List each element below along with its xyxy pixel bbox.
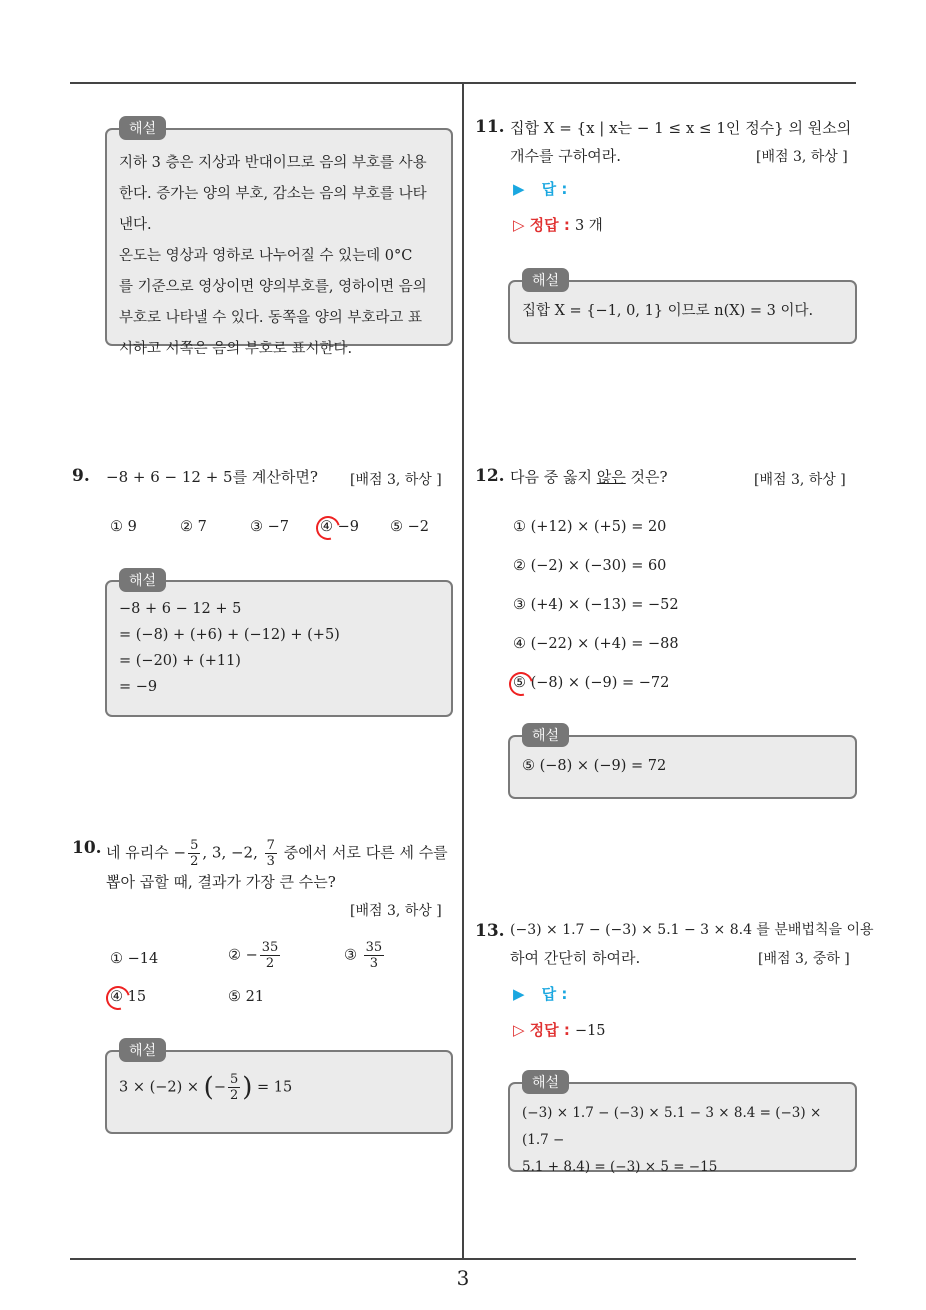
option-10-4[interactable]: ④ 15 — [110, 989, 147, 1005]
question-meta-13: [배점 3, 중하 ] — [758, 951, 850, 967]
question-text-9: −8 + 6 − 12 + 5를 계산하면? — [106, 468, 318, 486]
option-9-2[interactable]: ② 7 — [180, 519, 207, 535]
answer-row-13 — [513, 983, 567, 1004]
answer-mark-circle — [312, 512, 345, 545]
correct-answer-label: 정답 : — [529, 216, 570, 234]
question-meta-12: [배점 3, 하상 ] — [754, 472, 846, 488]
option-10-5[interactable]: ⑤ 21 — [228, 989, 265, 1005]
question-meta-9: [배점 3, 하상 ] — [350, 472, 442, 488]
solution-box-prev — [105, 121, 453, 357]
outline-play-icon: ▷ — [513, 1021, 525, 1039]
solution-tag: 해설 — [522, 723, 569, 747]
solution-line: ⑤ (−8) × (−9) = 72 — [522, 758, 667, 774]
answer-label: 답 : — [541, 985, 568, 1003]
correct-answer-value: 3 개 — [574, 218, 603, 234]
question-number-11: 11. — [475, 117, 505, 137]
question-number-9: 9. — [72, 466, 90, 486]
solution-line: 부호로 나타낼 수 있다. 동쪽을 양의 부호라고 표 — [119, 310, 423, 326]
correct-answer-row-11 — [513, 214, 603, 235]
solution-tag: 해설 — [119, 116, 166, 140]
solution-line: 3 × (−2) × (− $\frac{5}{2}$ ) = 15 — [119, 1072, 293, 1103]
solution-line: 지하 3 층은 지상과 반대이므로 음의 부호를 사용 — [119, 155, 427, 171]
solution-line: 를 기준으로 영상이면 양의부호를, 영하이면 음의 — [119, 279, 427, 295]
question-text-11-line2: 개수를 구하여라. — [510, 147, 621, 165]
answer-label: 답 : — [541, 180, 568, 198]
play-icon: ▶ — [513, 180, 525, 198]
solution-tag: 해설 — [119, 1038, 166, 1062]
option-9-3[interactable]: ③ −7 — [250, 519, 289, 535]
outline-play-icon: ▷ — [513, 216, 525, 234]
solution-line: = (−8) + (+6) + (−12) + (+5) — [119, 627, 340, 643]
solution-tag: 해설 — [522, 1070, 569, 1094]
question-number-13: 13. — [475, 921, 505, 941]
option-12-1[interactable]: ① (+12) × (+5) = 20 — [513, 519, 667, 535]
question-text-11: 집합 X = {x | x는 − 1 ≤ x ≤ 1인 정수} 의 원소의 — [510, 119, 852, 137]
fraction: $\frac{5}{2}$ — [190, 838, 199, 869]
solution-box-12 — [508, 728, 857, 799]
answer-mark-circle — [102, 982, 135, 1015]
solution-line: −8 + 6 − 12 + 5 — [119, 601, 242, 617]
play-icon: ▶ — [513, 985, 525, 1003]
answer-row-11 — [513, 178, 567, 199]
solution-box-11 — [508, 273, 857, 344]
answer-mark-circle — [505, 668, 538, 701]
question-meta-11: [배점 3, 하상 ] — [756, 149, 848, 165]
question-number-10: 10. — [72, 838, 102, 858]
question-text-12: 다음 중 옳지 않은 것은? — [510, 468, 668, 486]
question-meta-10: [배점 3, 하상 ] — [350, 903, 442, 919]
fraction: $\frac{7}{3}$ — [266, 838, 275, 869]
option-10-2[interactable]: ② − $\frac{35}{2}$ — [228, 940, 279, 971]
solution-box-10 — [105, 1043, 453, 1134]
option-12-2[interactable]: ② (−2) × (−30) = 60 — [513, 558, 667, 574]
question-text-10: 네 유리수 − $\frac{5}{2}$ , 3, −2, $\frac{7}{3}$ 중에서 서로 다른 세 수를 — [106, 838, 448, 869]
option-12-5[interactable]: ⑤ (−8) × (−9) = −72 — [513, 675, 670, 691]
option-10-1[interactable]: ① −14 — [110, 951, 159, 967]
solution-tag: 해설 — [119, 568, 166, 592]
question-number-12: 12. — [475, 466, 505, 486]
option-12-3[interactable]: ③ (+4) × (−13) = −52 — [513, 597, 679, 613]
option-9-4[interactable]: ④ −9 — [320, 519, 359, 535]
option-9-5[interactable]: ⑤ −2 — [390, 519, 429, 535]
solution-line: 5.1 + 8.4) = (−3) × 5 = −15 — [522, 1159, 718, 1175]
question-text-13: (−3) × 1.7 − (−3) × 5.1 − 3 × 8.4 를 분배법칙을 이용 — [510, 922, 874, 938]
solution-line: = (−20) + (+11) — [119, 653, 241, 669]
correct-answer-row-13 — [513, 1019, 606, 1040]
solution-line: 시하고 서쪽은 음의 부호로 표시한다. — [119, 341, 353, 357]
solution-line: (−3) × 1.7 − (−3) × 5.1 − 3 × 8.4 = (−3) × (1.7 − — [522, 1105, 822, 1148]
page-number: 3 — [456, 1266, 470, 1290]
question-text-10-line2: 뽑아 곱할 때, 결과가 가장 큰 수는? — [106, 873, 336, 891]
column-divider — [462, 84, 464, 1259]
solution-line: 온도는 영상과 영하로 나누어질 수 있는데 0°C — [119, 248, 413, 264]
solution-box-9 — [105, 573, 453, 717]
solution-box-13 — [508, 1075, 857, 1175]
correct-answer-value: −15 — [574, 1023, 606, 1039]
solution-line: = −9 — [119, 679, 158, 695]
solution-line: 낸다. — [119, 217, 152, 233]
correct-answer-label: 정답 : — [529, 1021, 570, 1039]
option-12-4[interactable]: ④ (−22) × (+4) = −88 — [513, 636, 679, 652]
option-10-3[interactable]: ③ $\frac{35}{3}$ — [344, 940, 383, 971]
solution-line: 한다. 증가는 양의 부호, 감소는 음의 부호를 나타 — [119, 186, 427, 202]
option-9-1[interactable]: ① 9 — [110, 519, 137, 535]
solution-tag: 해설 — [522, 268, 569, 292]
question-text-13-line2: 하여 간단히 하여라. — [510, 949, 641, 967]
bottom-rule — [70, 1258, 856, 1260]
solution-line: 집합 X = {−1, 0, 1} 이므로 n(X) = 3 이다. — [522, 303, 814, 319]
